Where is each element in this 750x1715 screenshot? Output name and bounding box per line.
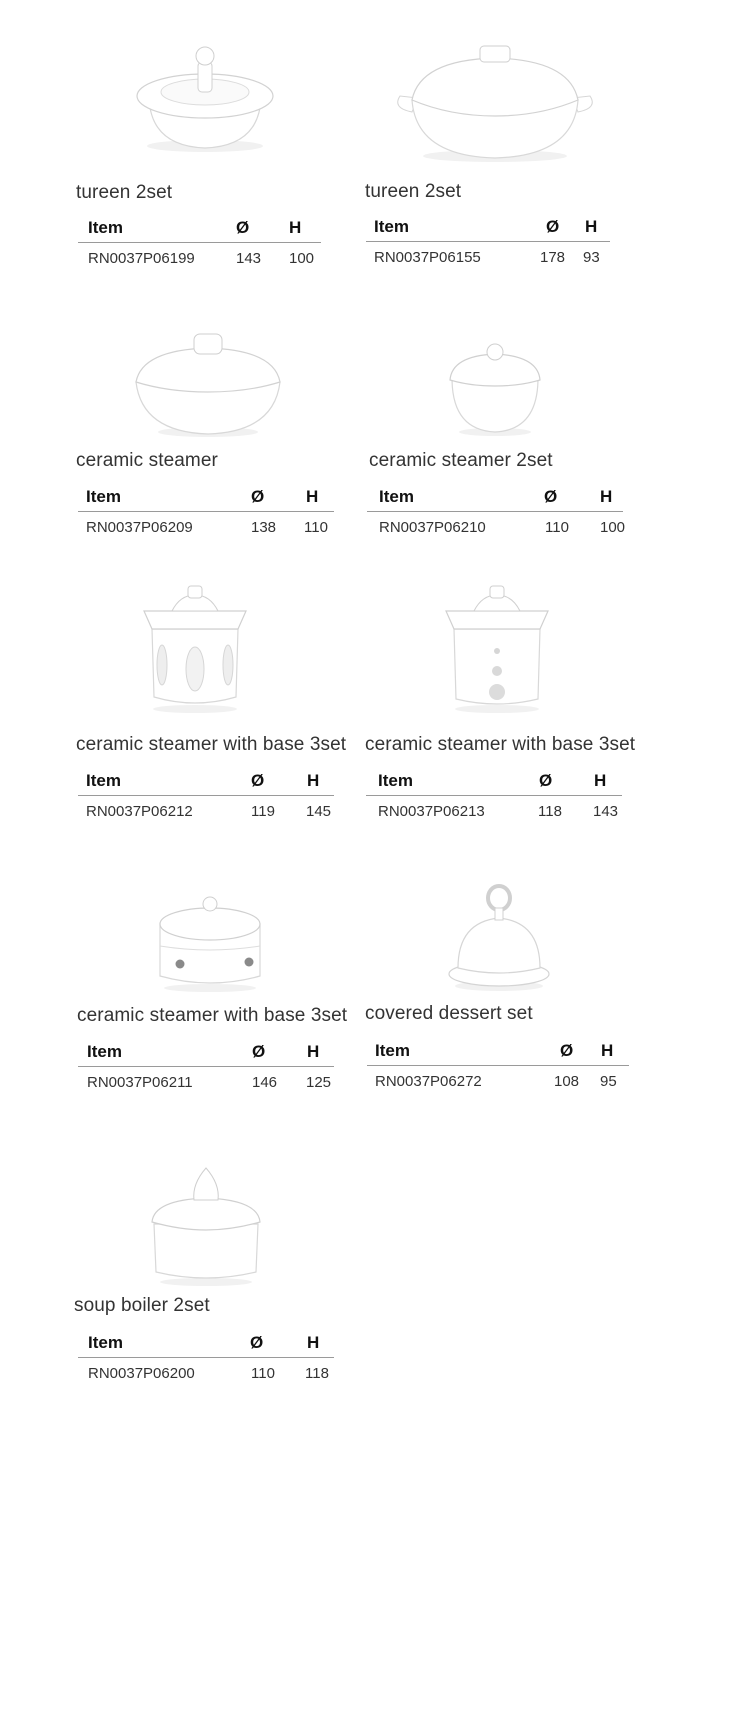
height-header: H — [307, 1333, 320, 1352]
item-code: RN0037P06211 — [87, 1074, 193, 1091]
product-title: tureen 2set — [76, 182, 173, 203]
diameter-value: 138 — [251, 519, 277, 536]
height-value: 125 — [306, 1074, 332, 1091]
product-title: ceramic steamer with base 3set — [76, 734, 347, 755]
diameter-header: Ø — [251, 771, 265, 790]
product-title: ceramic steamer — [76, 450, 218, 471]
height-value: 145 — [306, 803, 332, 820]
diameter-header: Ø — [251, 487, 265, 506]
steamer-drum-icon — [150, 888, 270, 996]
diameter-value: 146 — [252, 1074, 278, 1091]
item-code: RN0037P06212 — [86, 803, 193, 820]
tureen-large-icon — [390, 38, 600, 168]
height-header: H — [307, 1042, 320, 1061]
product-title: tureen 2set — [365, 181, 462, 202]
diameter-header: Ø — [544, 487, 558, 506]
item-header: Item — [88, 218, 123, 237]
height-header: H — [306, 487, 319, 506]
height-value: 95 — [600, 1073, 617, 1090]
item-code: RN0037P06209 — [86, 519, 193, 536]
height-header: H — [585, 217, 598, 236]
item-code: RN0037P06213 — [378, 803, 485, 820]
item-header: Item — [87, 1042, 122, 1061]
product-title: ceramic steamer with base 3set — [365, 734, 636, 755]
diameter-value: 178 — [540, 249, 566, 266]
height-value: 118 — [305, 1365, 329, 1382]
steamer-cup-icon — [440, 342, 550, 438]
item-header: Item — [88, 1333, 123, 1352]
item-code: RN0037P06155 — [374, 249, 481, 266]
diameter-header: Ø — [560, 1041, 574, 1060]
item-header: Item — [379, 487, 414, 506]
diameter-header: Ø — [539, 771, 553, 790]
product-title: ceramic steamer with base 3set — [77, 1005, 348, 1026]
height-header: H — [594, 771, 607, 790]
diameter-value: 110 — [545, 519, 569, 536]
height-value: 100 — [289, 250, 315, 267]
tureen-icon — [125, 38, 285, 158]
height-header: H — [289, 218, 302, 237]
product-title: ceramic steamer 2set — [369, 450, 553, 471]
height-header: H — [601, 1041, 614, 1060]
diameter-header: Ø — [252, 1042, 266, 1061]
item-header: Item — [374, 217, 409, 236]
height-header: H — [600, 487, 613, 506]
item-code: RN0037P06210 — [379, 519, 486, 536]
steamer-base-oval-icon — [140, 585, 250, 715]
product-title: covered dessert set — [365, 1003, 533, 1024]
diameter-header: Ø — [546, 217, 560, 236]
diameter-value: 118 — [538, 803, 562, 820]
height-value: 100 — [600, 519, 626, 536]
height-value: 143 — [593, 803, 619, 820]
item-header: Item — [86, 771, 121, 790]
diameter-header: Ø — [250, 1333, 264, 1352]
item-code: RN0037P06200 — [88, 1365, 195, 1382]
height-header: H — [307, 771, 320, 790]
height-value: 110 — [304, 519, 328, 536]
item-code: RN0037P06272 — [375, 1073, 482, 1090]
item-header: Item — [375, 1041, 410, 1060]
diameter-header: Ø — [236, 218, 250, 237]
diameter-value: 119 — [251, 803, 275, 820]
item-header: Item — [378, 771, 413, 790]
diameter-value: 110 — [251, 1365, 275, 1382]
diameter-value: 108 — [554, 1073, 580, 1090]
steamer-base-dots-icon — [442, 585, 552, 715]
height-value: 93 — [583, 249, 600, 266]
steamer-bowl-icon — [128, 330, 288, 440]
product-title: soup boiler 2set — [74, 1295, 210, 1316]
dessert-cloche-icon — [444, 882, 554, 994]
item-code: RN0037P06199 — [88, 250, 195, 267]
soup-boiler-icon — [146, 1160, 266, 1288]
item-header: Item — [86, 487, 121, 506]
diameter-value: 143 — [236, 250, 262, 267]
